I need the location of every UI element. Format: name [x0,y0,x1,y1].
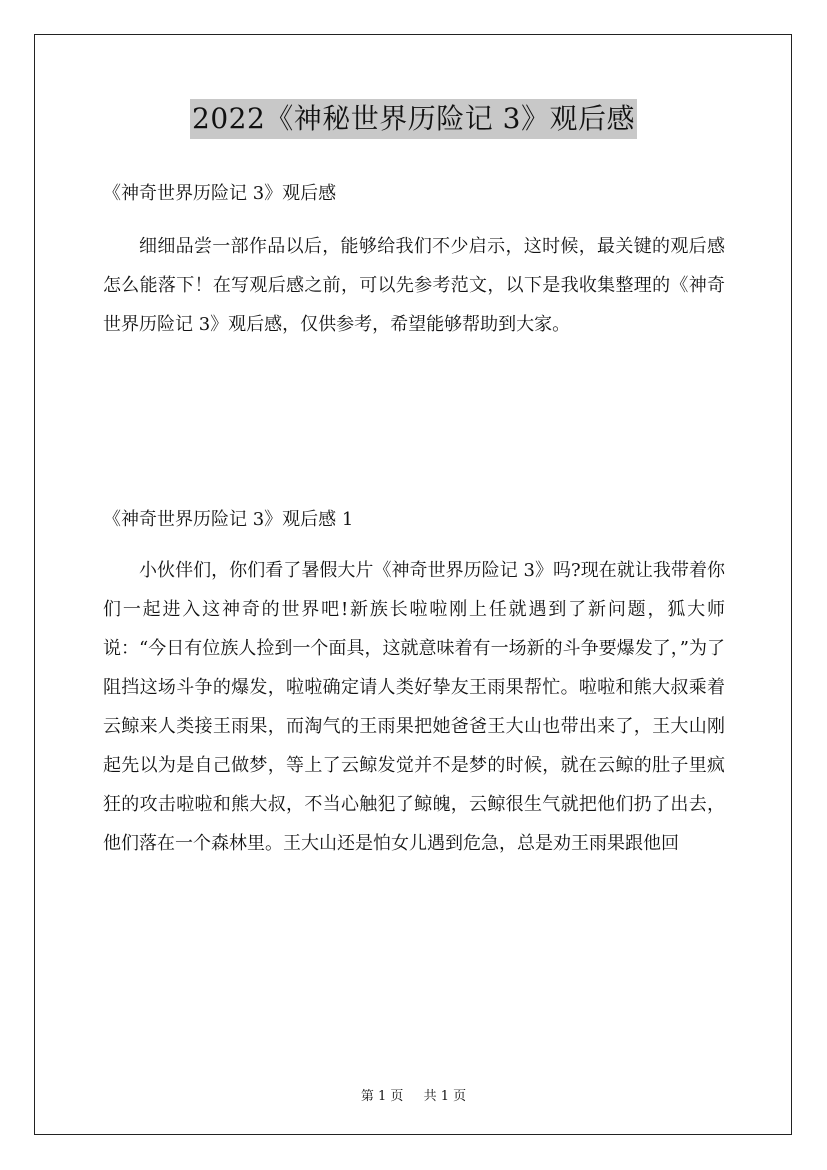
subtitle: 《神奇世界历险记 3》观后感 [103,183,337,204]
page-number: 第 1 页 [360,1089,404,1104]
page-footer [0,1085,827,1104]
body-paragraph: 小伙伴们，你们看了暑假大片《神奇世界历险记 3》吗?现在就让我带着你们一起进入这神奇的世界吧!新族长啦啦刚上任就遇到了新问题，狐大师说：“今日有位族人捡到一个面具，这就意味着有一场新的斗争要爆发了，”为了阻挡这场斗争的爆发，啦啦确定请人类好挚友王雨果帮忙。啦啦和熊大叔乘着云鲸来人类接王雨果，而淘气的王雨果把她爸爸王大山也带出来了，王大山刚起先以为是自己做梦，等上了云鲸发觉并不是梦的时候，就在云鲸的肚子里疯狂的攻击啦啦和熊大叔，不当心触犯了鲸魄，云鲸很生气就把他们扔了出去，他们落在一个森林里。王大山还是怕女儿遇到危急，总是劝王雨果跟他回 [103,560,725,854]
section-heading: 《神奇世界历险记 3》观后感 1 [103,509,354,530]
body-section [103,551,725,863]
page-total: 共 1 页 [423,1089,467,1104]
intro-paragraph: 细细品尝一部作品以后，能够给我们不少启示，这时候，最关键的观后感怎么能落下！在写观后感之前，可以先参考范文，以下是我收集整理的《神奇世界历险记 3》观后感，仅供参考，希望能够帮助到大家。 [103,236,725,335]
title-container [0,99,827,139]
intro-section [103,227,725,344]
document-title: 2022《神秘世界历险记 3》观后感 [190,99,637,139]
